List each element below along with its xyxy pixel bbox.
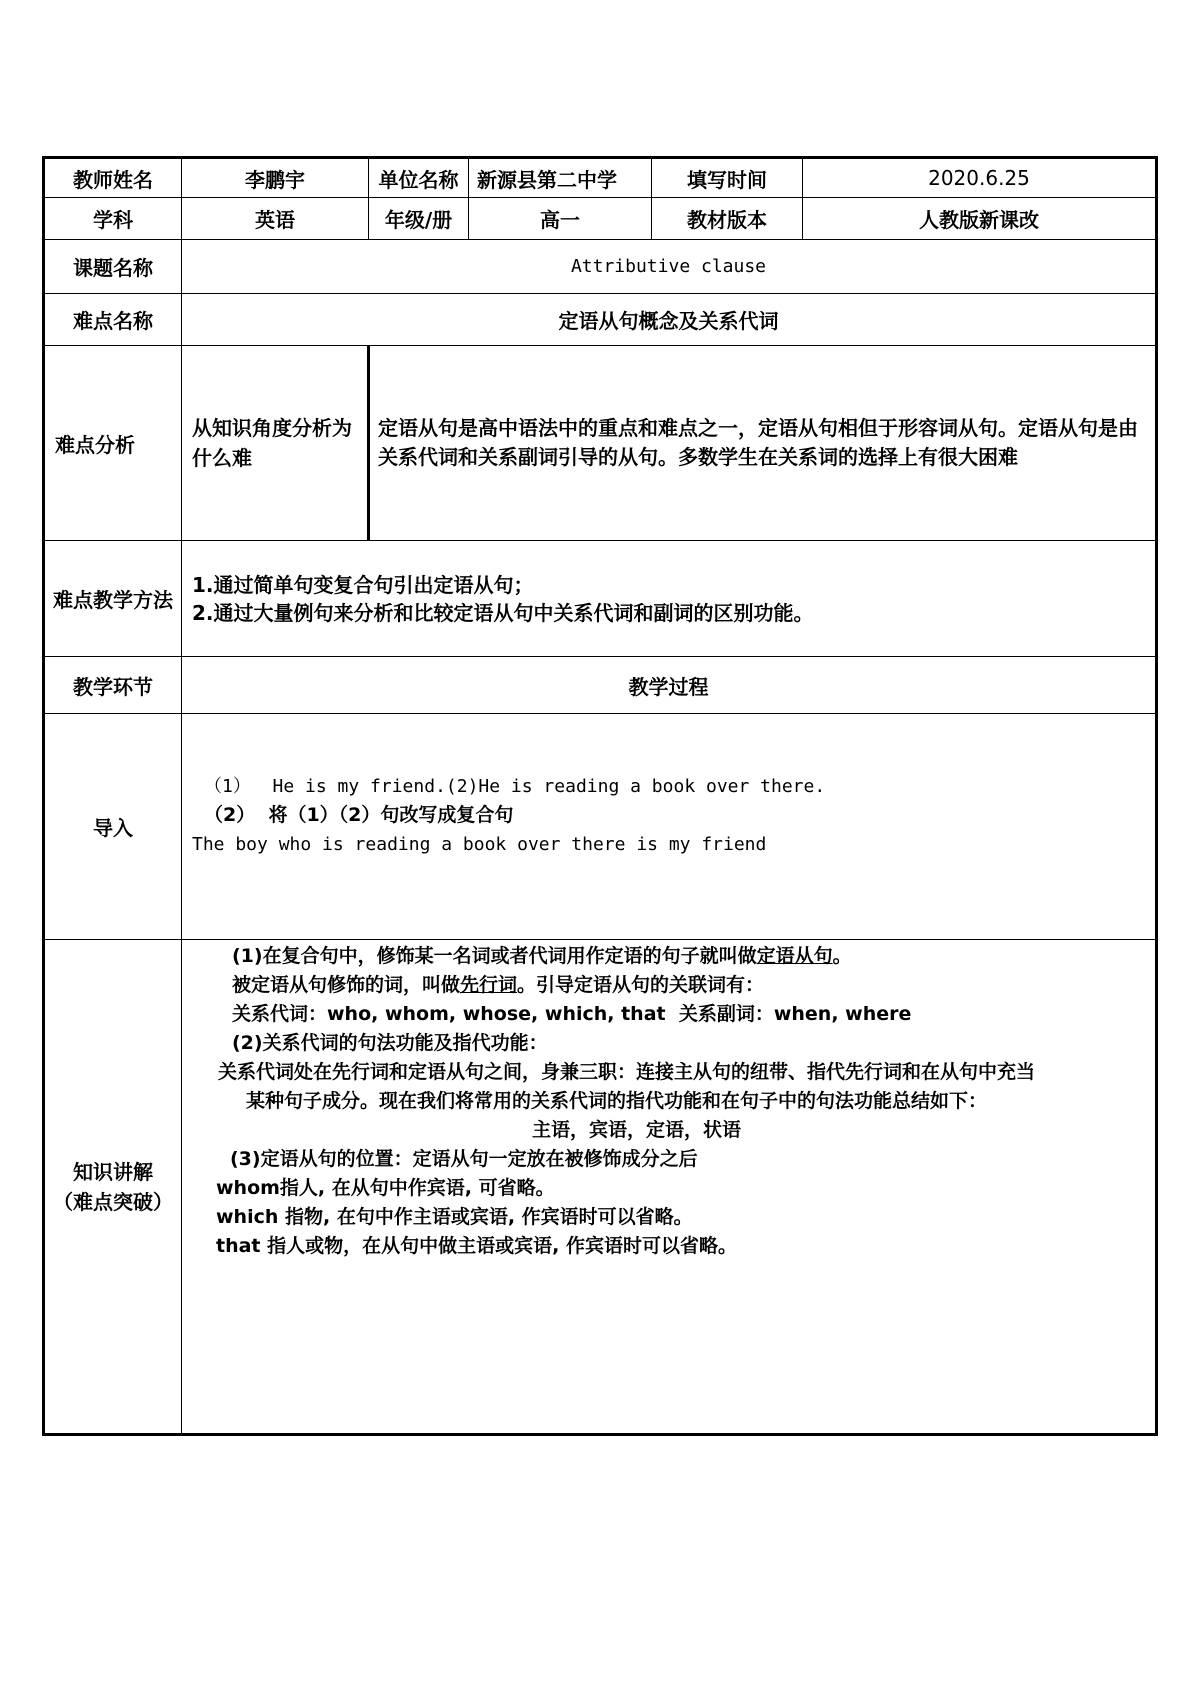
analysis-text: 定语从句是高中语法中的重点和难点之一，定语从句相但于形容词从句。定语从句是由关系代词和关系副词引导的从句。多数学生在关系词的选择上有很大困难 — [369, 346, 1157, 541]
method-content — [182, 541, 1157, 657]
knowledge-line-9: whom指人, 在从句中作宾语, 可省略。 — [216, 1177, 555, 1199]
grade-value: 高一 — [469, 198, 652, 240]
knowledge-line-8: (3)定语从句的位置：定语从句一定放在被修饰成分之后 — [230, 1148, 698, 1170]
intro-line-3: The boy who is reading a book over there is my friend — [192, 834, 767, 855]
knowledge-line-7: 主语，宾语，定语，状语 — [532, 1119, 742, 1141]
grade-label: 年级/册 — [369, 198, 469, 240]
difficulty-value: 定语从句概念及关系代词 — [182, 294, 1157, 346]
edition-label: 教材版本 — [652, 198, 803, 240]
knowledge-line-1: (1)在复合句中，修饰某一名词或者代词用作定语的句子就叫做定语从句。 — [232, 945, 852, 967]
knowledge-line-5: 关系代词处在先行词和定语从句之间，身兼三职：连接主从句的纽带、指代先行词和在从句中充当 — [218, 1061, 1036, 1083]
intro-line-1: （1） He is my friend.(2)He is reading a book over there. — [204, 776, 826, 797]
subject-label: 学科 — [44, 198, 182, 240]
teacher-name-value: 李鹏宇 — [182, 158, 369, 198]
teaching-process-label: 教学过程 — [182, 657, 1157, 714]
lesson-plan-document — [42, 156, 1155, 1436]
knowledge-line-11: that 指人或物，在从句中做主语或宾语, 作宾语时可以省略。 — [216, 1235, 737, 1257]
method-line-2: 2.通过大量例句来分析和比较定语从句中关系代词和副词的区别功能。 — [192, 600, 814, 625]
method-line-1: 1.通过简单句变复合句引出定语从句； — [192, 572, 534, 597]
knowledge-line-3: 关系代词：who, whom, whose, which, that 关系副词：when, where — [232, 1003, 912, 1025]
topic-value: Attributive clause — [182, 240, 1157, 294]
teaching-stage-label: 教学环节 — [44, 657, 182, 714]
knowledge-line-2: 被定语从句修饰的词，叫做先行词。引导定语从句的关联词有： — [232, 974, 765, 996]
knowledge-label: 知识讲解 （难点突破） — [44, 940, 182, 1435]
intro-label: 导入 — [44, 714, 182, 940]
knowledge-content — [182, 940, 1157, 1435]
subject-value: 英语 — [182, 198, 369, 240]
topic-label: 课题名称 — [44, 240, 182, 294]
analysis-sub-label: 从知识角度分析为什么难 — [182, 346, 369, 541]
knowledge-line-10: which 指物, 在句中作主语或宾语, 作宾语时可以省略。 — [216, 1206, 693, 1228]
analysis-label: 难点分析 — [44, 346, 182, 541]
lesson-plan-table — [42, 156, 1158, 1436]
unit-name-value: 新源县第二中学 — [469, 158, 652, 198]
intro-line-2: （2） 将（1）（2）句改写成复合句 — [204, 804, 514, 826]
intro-content — [182, 714, 1157, 940]
teacher-name-label: 教师姓名 — [44, 158, 182, 198]
knowledge-line-6: 某种句子成分。现在我们将常用的关系代词的指代功能和在句子中的句法功能总结如下： — [246, 1090, 988, 1112]
fill-date-value: 2020.6.25 — [803, 158, 1157, 198]
knowledge-line-4: (2)关系代词的句法功能及指代功能： — [232, 1032, 548, 1054]
unit-name-label: 单位名称 — [369, 158, 469, 198]
method-label: 难点教学方法 — [44, 541, 182, 657]
difficulty-label: 难点名称 — [44, 294, 182, 346]
edition-value: 人教版新课改 — [803, 198, 1157, 240]
fill-date-label: 填写时间 — [652, 158, 803, 198]
